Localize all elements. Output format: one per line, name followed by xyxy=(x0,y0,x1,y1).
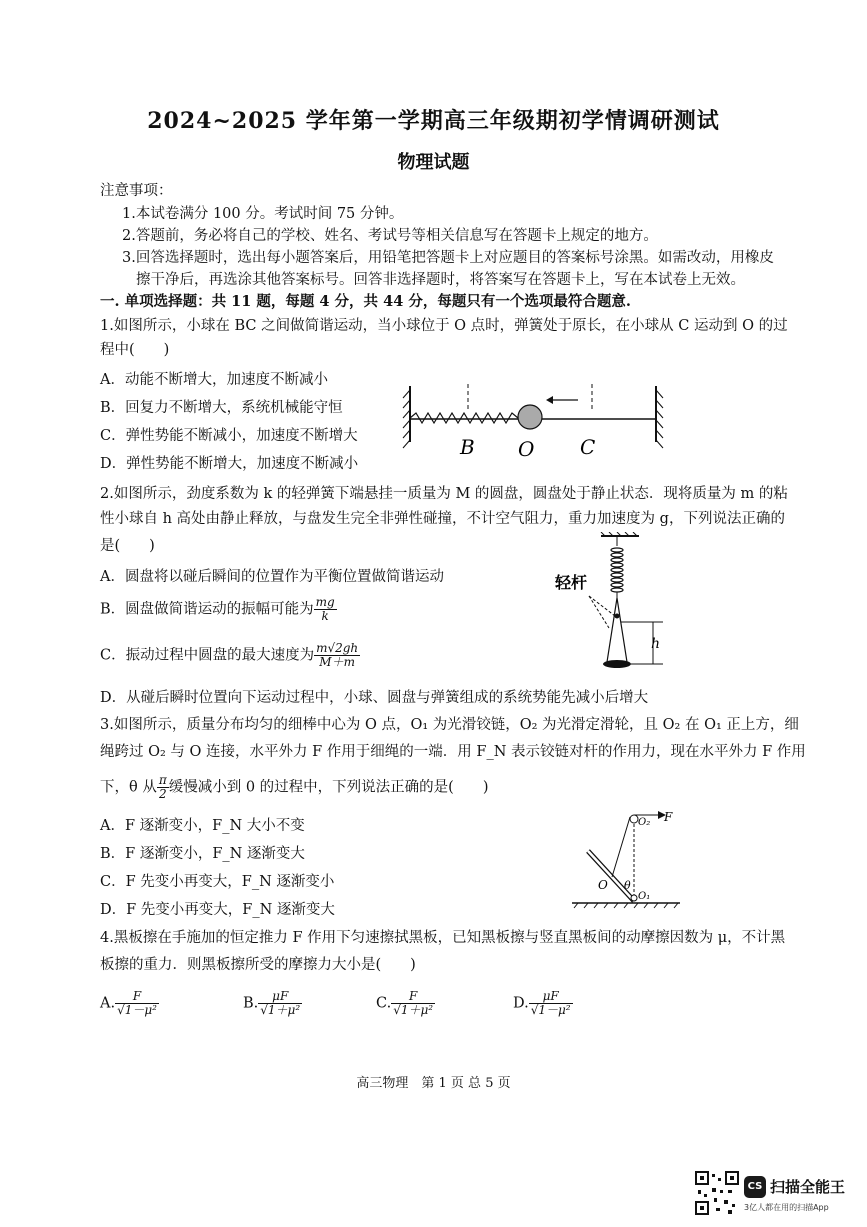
q3-stem-line1: 3.如图所示，质量分布均匀的细棒中心为 O 点，O₁ 为光滑铰链，O₂ 为光滑定滑轮，且 O₂ 在 O₁ 正上方，细 xyxy=(100,717,799,733)
q3-option-a: A．F 逐渐变小，F_N 大小不变 xyxy=(100,818,305,834)
notice-heading: 注意事项： xyxy=(100,183,173,199)
q2-option-b-num: mg xyxy=(315,595,335,609)
q4-option-c-num: F xyxy=(391,990,435,1004)
q2-option-d: D．从碰后瞬时位置向下运动过程中，小球、圆盘与弹簧组成的系统势能先减小后增大 xyxy=(100,690,649,706)
scanner-title: 扫描全能王 xyxy=(770,1178,846,1196)
scanner-watermark xyxy=(690,1166,865,1221)
exam-title: 2024~2025 学年第一学期高三年级期初学情调研测试 xyxy=(147,108,720,134)
q1-spring-figure xyxy=(400,378,680,463)
q4-option-d-fraction xyxy=(529,990,573,1017)
q2-option-b xyxy=(100,596,337,623)
q4-option-d-label: D. xyxy=(513,995,529,1012)
q4-option-b-den: √1＋μ² xyxy=(260,1003,301,1017)
q2-stem-line3: 是( ) xyxy=(100,538,155,554)
q1-label-c: C xyxy=(580,435,596,459)
q2-spring-disk-figure xyxy=(555,532,675,680)
notice-item-3-cont: 擦干净后，再选涂其他答案标号。回答非选择题时，将答案写在答题卡上，写在本试卷上无效。 xyxy=(136,272,745,288)
q3-option-c: C．F 先变小再变大，F_N 逐渐变小 xyxy=(100,874,335,890)
q2-label-h: h xyxy=(651,636,661,652)
q4-option-c-fraction xyxy=(391,990,435,1017)
q4-option-a-num: F xyxy=(115,990,159,1004)
q4-option-c-label: C. xyxy=(376,995,392,1012)
q4-option-c xyxy=(376,990,435,1017)
q3-label-theta: θ xyxy=(624,879,631,892)
q2-option-b-den: k xyxy=(321,609,329,623)
q2-option-c-den: M＋m xyxy=(319,655,355,669)
q4-option-d-num: μF xyxy=(529,990,573,1004)
q4-option-a-fraction xyxy=(115,990,159,1017)
exam-subtitle: 物理试题 xyxy=(397,152,470,173)
q1-option-c: C．弹性势能不断减小，加速度不断增大 xyxy=(100,428,358,444)
q4-option-d-den: √1－μ² xyxy=(530,1003,571,1017)
notice-item-1: 1.本试卷满分 100 分。考试时间 75 分钟。 xyxy=(122,206,404,222)
q2-option-c-text: C．振动过程中圆盘的最大速度为 xyxy=(100,647,315,664)
q2-option-c xyxy=(100,642,360,669)
q4-option-c-den: √1＋μ² xyxy=(393,1003,434,1017)
q3-label-o: O xyxy=(598,878,608,892)
q4-option-b xyxy=(243,990,302,1017)
q1-label-o: O xyxy=(518,437,535,461)
q1-label-b: B xyxy=(460,435,475,459)
q1-stem-line2: 程中( ) xyxy=(100,342,170,358)
q3-option-d: D．F 先变小再变大，F_N 逐渐变大 xyxy=(100,902,335,918)
q1-stem-line1: 1.如图所示，小球在 BC 之间做简谐运动，当小球位于 O 点时，弹簧处于原长，在小球从 C 运动到 O 的过 xyxy=(100,318,788,334)
q3-rod-pulley-figure xyxy=(568,805,688,909)
q2-stem-line1: 2.如图所示，劲度系数为 k 的轻弹簧下端悬挂一质量为 M 的圆盘，圆盘处于静止状态．现将质量为 m 的粘 xyxy=(100,486,788,502)
q1-option-b: B．回复力不断增大，系统机械能守恒 xyxy=(100,400,343,416)
q4-option-b-label: B. xyxy=(243,995,259,1012)
scanner-subtitle: 3亿人都在用的扫描App xyxy=(744,1203,829,1212)
q4-option-a xyxy=(100,990,159,1017)
q4-stem-line2: 板擦的重力．则黑板擦所受的摩擦力大小是( ) xyxy=(100,957,416,973)
q2-option-b-text: B．圆盘做简谐运动的振幅可能为 xyxy=(100,601,314,618)
q4-option-a-den: √1－μ² xyxy=(117,1003,157,1017)
q2-option-b-fraction xyxy=(314,596,337,623)
q3-label-f: F xyxy=(664,810,673,824)
q2-label-rod: 轻杆 xyxy=(555,573,588,592)
q4-option-a-label: A. xyxy=(100,995,116,1012)
page-footer: 高三物理 第 1 页 总 5 页 xyxy=(356,1076,511,1091)
q3-label-o2: O₂ xyxy=(638,817,651,828)
q2-stem-line2: 性小球自 h 高处由静止释放，与盘发生完全非弹性碰撞，不计空气阻力，重力加速度为 g，下列说法正确的 xyxy=(100,511,785,527)
notice-item-2: 2.答题前，务必将自己的学校、姓名、考试号等相关信息写在答题卡上规定的地方。 xyxy=(122,228,658,244)
q4-stem-line1: 4.黑板擦在手施加的恒定推力 F 作用下匀速擦拭黑板，已知黑板擦与竖直黑板间的动摩擦因数为 μ，不计黑 xyxy=(100,930,786,946)
q3-stem-den: 2 xyxy=(158,787,167,801)
q2-option-a: A．圆盘将以碰后瞬间的位置作为平衡位置做简谐运动 xyxy=(100,569,444,585)
q3-stem-num: π xyxy=(158,773,167,787)
q3-stem-line3-suffix: 缓慢减小到 0 的过程中，下列说法正确的是( ) xyxy=(168,779,489,796)
q3-stem-line3-prefix: 下，θ 从 xyxy=(100,779,157,796)
q3-label-o1: O₁ xyxy=(638,891,651,902)
q2-option-c-fraction xyxy=(314,642,360,669)
section-heading: 一. 单项选择题：共 11 题，每题 4 分，共 44 分，每题只有一个选项最符合题意. xyxy=(100,293,631,310)
q4-option-d xyxy=(513,990,573,1017)
q1-option-d: D．弹性势能不断增大，加速度不断减小 xyxy=(100,456,359,472)
scanner-logo-icon: CS xyxy=(744,1176,766,1198)
q3-option-b: B．F 逐渐变小，F_N 逐渐变大 xyxy=(100,846,305,862)
notice-item-3: 3.回答选择题时，选出每小题答案后，用铅笔把答题卡上对应题目的答案标号涂黑。如需改动，用橡皮 xyxy=(122,250,774,266)
q3-stem-line3 xyxy=(100,774,489,801)
q4-option-b-fraction xyxy=(258,990,302,1017)
q1-option-a: A．动能不断增大，加速度不断减小 xyxy=(100,372,328,388)
q3-stem-line2: 绳跨过 O₂ 与 O 连接，水平外力 F 作用于细绳的一端．用 F_N 表示铰链对杆的作用力，现在水平外力 F 作用 xyxy=(100,744,806,760)
qr-code-icon xyxy=(694,1170,740,1216)
q3-stem-fraction xyxy=(157,774,169,801)
q2-option-c-num: m√2gh xyxy=(316,641,359,655)
q4-option-b-num: μF xyxy=(258,990,302,1004)
